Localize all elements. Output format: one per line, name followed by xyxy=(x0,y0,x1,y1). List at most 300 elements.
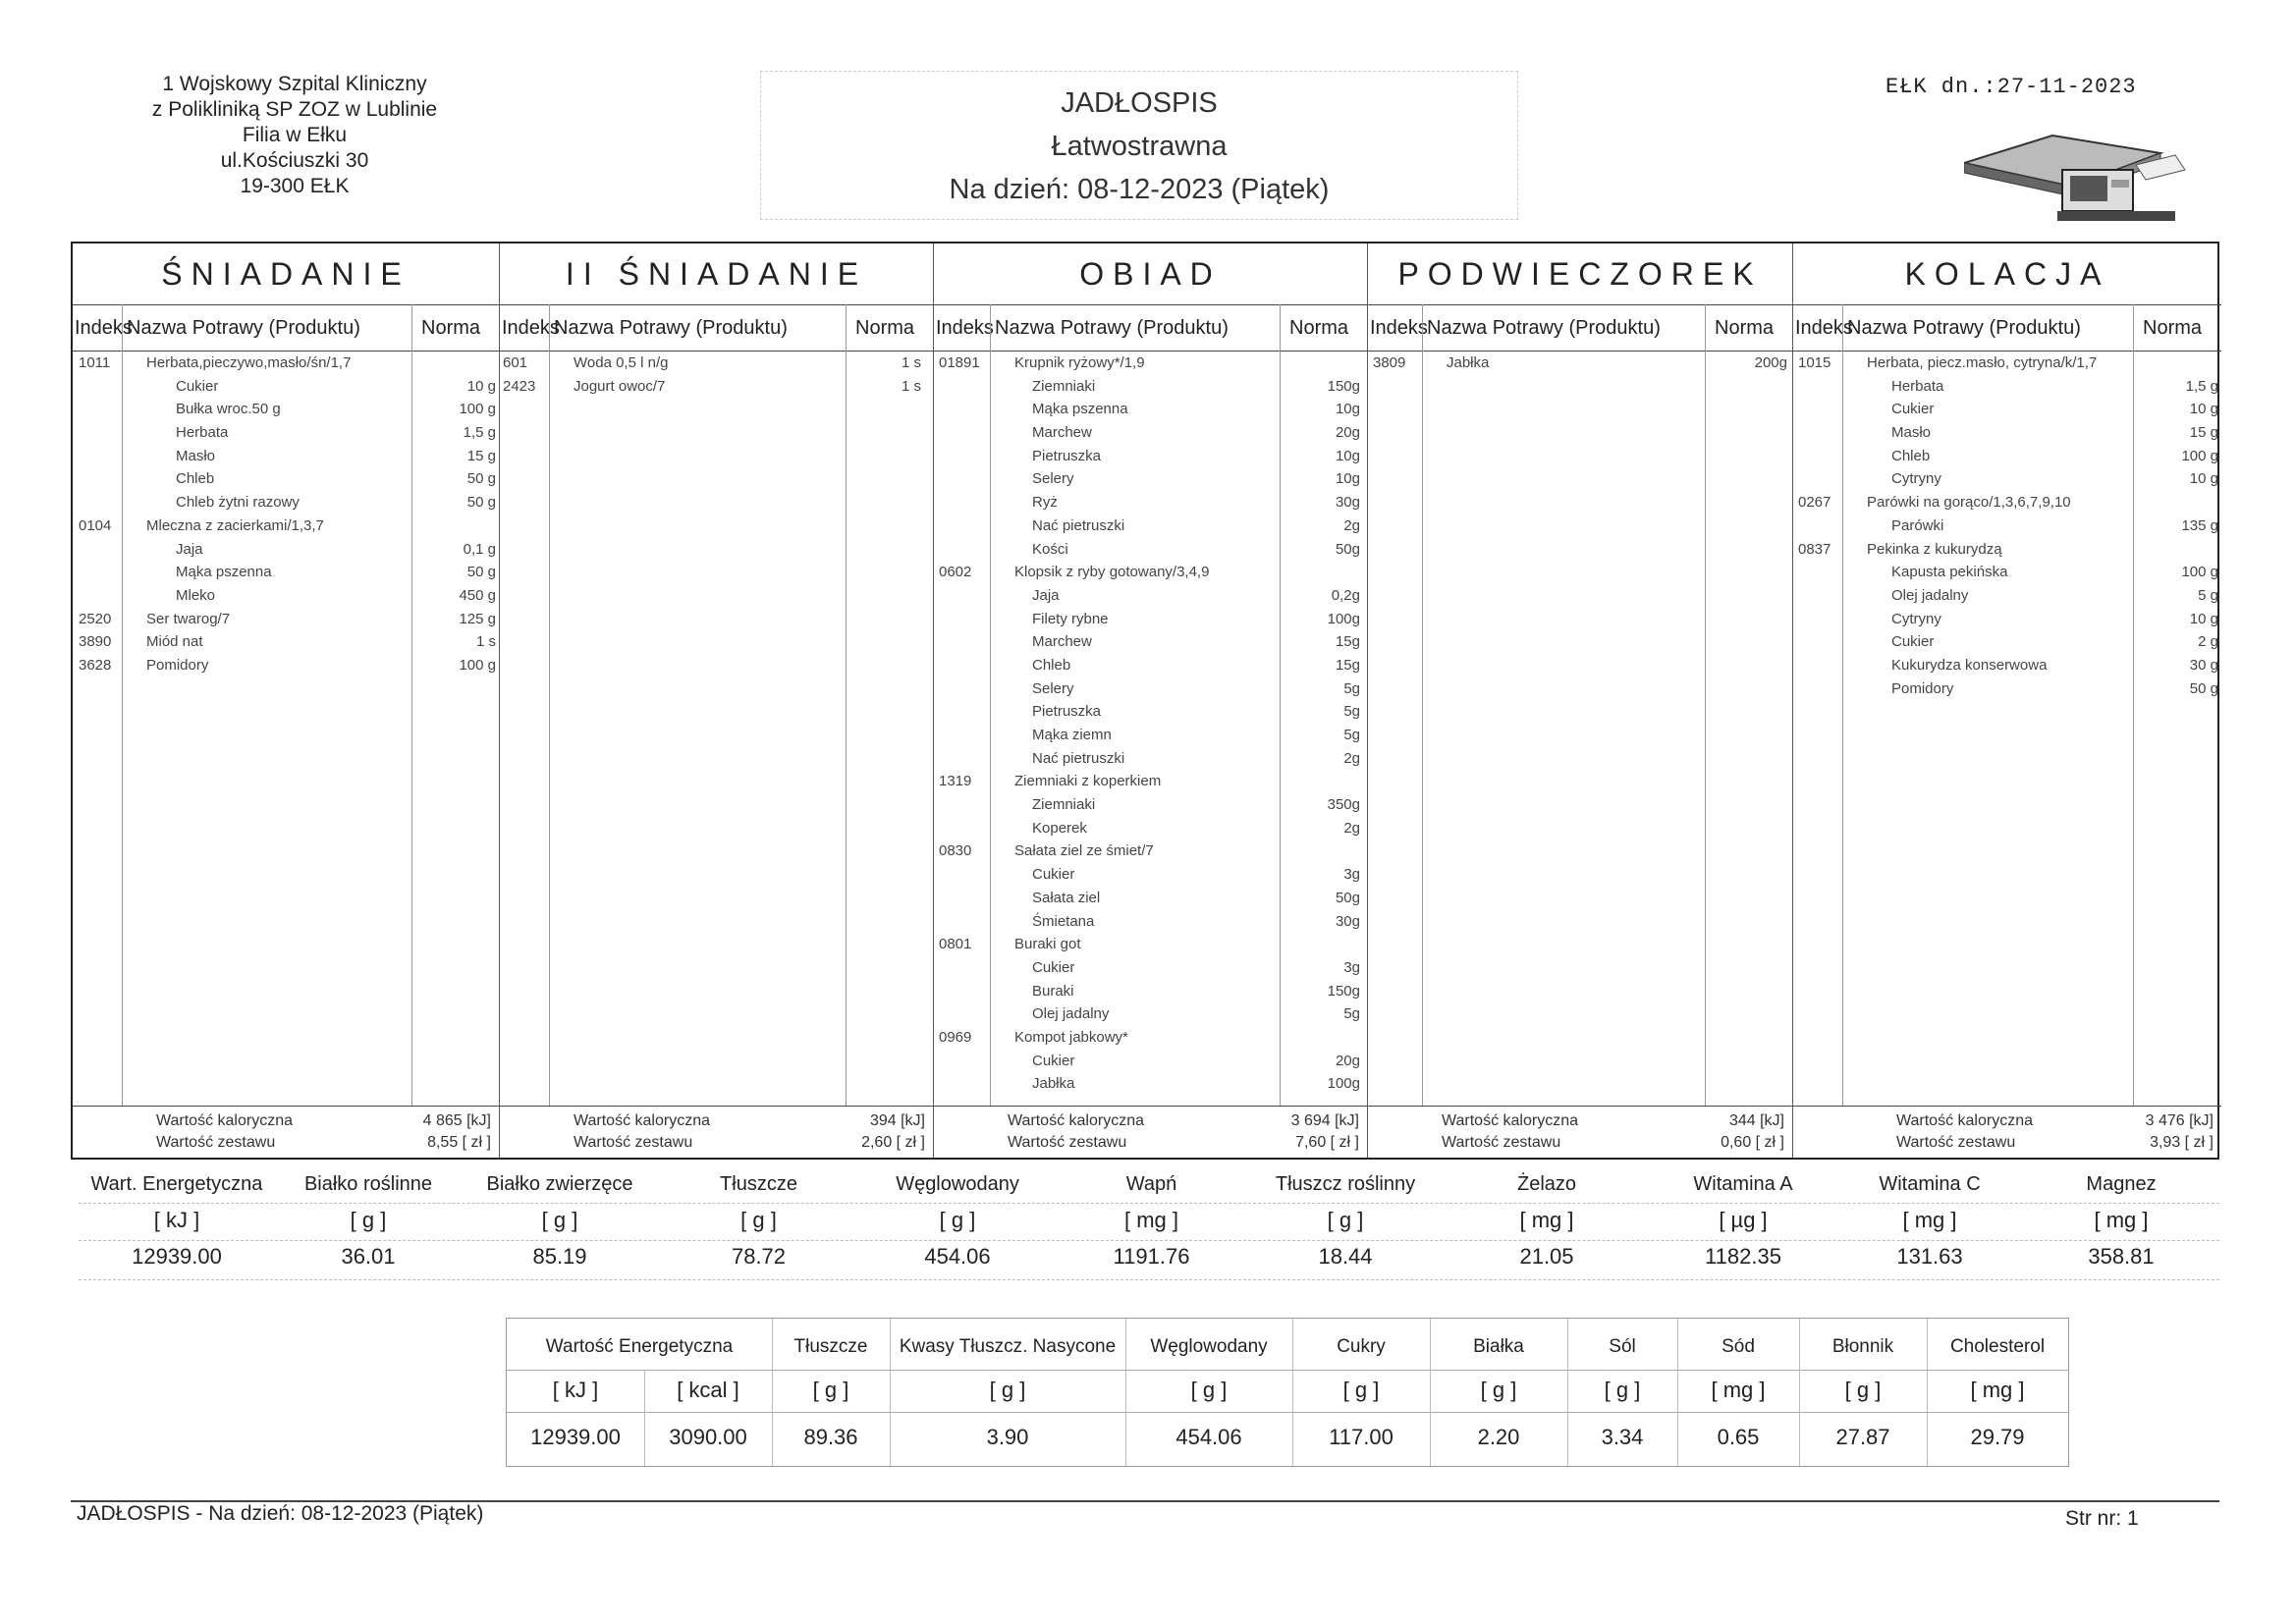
list-item xyxy=(934,514,1367,538)
list-item xyxy=(934,1072,1367,1096)
item-name: Olej jadalny xyxy=(1032,1005,1110,1023)
list-item xyxy=(934,491,1367,514)
item-name: Sałata ziel ze śmiet/7 xyxy=(1014,842,1154,860)
list-item xyxy=(934,352,1367,375)
summary-unit: [ g ] xyxy=(812,1378,849,1402)
item-name: Ziemniaki xyxy=(1032,377,1096,395)
meal-items xyxy=(73,352,499,677)
item-name: Miód nat xyxy=(146,633,203,651)
nutrient-unit: [ mg ] xyxy=(1123,1208,1178,1232)
item-quantity: 50 g xyxy=(466,564,496,581)
meal-summary xyxy=(73,1106,499,1158)
item-name: Woda 0,5 l n/g xyxy=(574,354,669,371)
nutrient-label: Tłuszcze xyxy=(720,1173,797,1195)
diet-name: Łatwostrawna xyxy=(1051,131,1228,162)
item-quantity: 100 g xyxy=(2181,447,2218,464)
item-name: Koperek xyxy=(1032,819,1087,837)
column-header-row xyxy=(1368,304,1792,352)
meal-name: PODWIECZOREK xyxy=(1397,256,1763,292)
kal-value: 4 865 [kJ] xyxy=(422,1112,491,1129)
list-item xyxy=(934,608,1367,631)
summary-label: Cukry xyxy=(1337,1336,1386,1357)
meal-items xyxy=(934,352,1367,1096)
list-item xyxy=(1793,514,2221,538)
item-quantity: 15g xyxy=(1335,656,1360,674)
item-quantity: 2g xyxy=(1343,819,1360,837)
list-item xyxy=(934,956,1367,980)
item-quantity: 2g xyxy=(1343,749,1360,767)
list-item xyxy=(500,375,933,399)
item-name: Filety rybne xyxy=(1032,610,1109,627)
item-name: Marchew xyxy=(1032,633,1092,651)
meal-summary xyxy=(934,1106,1367,1158)
item-name: Buraki got xyxy=(1014,936,1081,953)
summary-label: Sód xyxy=(1722,1336,1755,1357)
nutrient-value: 18.44 xyxy=(1318,1244,1373,1269)
item-name: Ryż xyxy=(1032,494,1058,512)
item-name: Kapusta pekińska xyxy=(1891,564,2008,581)
zest-label: Wartość zestawu xyxy=(1008,1134,1127,1151)
item-index: 0602 xyxy=(939,564,972,581)
nutrient-unit: [ µg ] xyxy=(1719,1208,1768,1232)
list-item xyxy=(1793,654,2221,677)
item-quantity: 3g xyxy=(1343,866,1360,884)
kal-value: 394 [kJ] xyxy=(869,1112,925,1129)
meal-column xyxy=(1793,243,2221,1158)
item-quantity: 5g xyxy=(1343,703,1360,721)
item-name: Chleb żytni razowy xyxy=(176,494,300,512)
nutrient-value: 131.63 xyxy=(1896,1244,1963,1269)
book-computer-icon xyxy=(1964,126,2190,224)
list-item xyxy=(934,398,1367,421)
summary-value: 0.65 xyxy=(1717,1425,1760,1449)
item-name: Masło xyxy=(176,447,216,464)
zest-label: Wartość zestawu xyxy=(574,1134,693,1151)
item-name: Marchew xyxy=(1032,424,1092,442)
item-quantity: 150g xyxy=(1327,982,1360,1000)
item-name: Sałata ziel xyxy=(1032,889,1101,906)
item-quantity: 1 s xyxy=(901,354,921,371)
nutrient-value: 36.01 xyxy=(341,1244,396,1269)
list-item xyxy=(934,700,1367,724)
item-name: Masło xyxy=(1891,424,1932,442)
title-box xyxy=(760,71,1518,220)
item-quantity: 5 g xyxy=(2198,586,2218,604)
item-name: Parówki xyxy=(1891,516,1944,534)
meal-items xyxy=(1368,352,1792,375)
item-name: Pietruszka xyxy=(1032,703,1102,721)
summary-label: Tłuszcze xyxy=(793,1336,868,1357)
summary-label: Cholesterol xyxy=(1949,1336,2046,1357)
header-indeks: Indeks xyxy=(502,317,560,339)
item-quantity: 15 g xyxy=(466,447,496,464)
item-name: Mleczna z zacierkami/1,3,7 xyxy=(146,516,324,534)
nutrient-value: 1191.76 xyxy=(1113,1244,1190,1269)
item-index: 1015 xyxy=(1798,354,1831,371)
summary-value: 454.06 xyxy=(1175,1425,1242,1449)
item-quantity: 135 g xyxy=(2181,516,2218,534)
summary-unit: [ g ] xyxy=(1190,1378,1228,1402)
item-name: Herbata xyxy=(176,424,229,442)
zest-value: 2,60 [ zł ] xyxy=(861,1134,925,1151)
nutrient-value: 85.19 xyxy=(532,1244,587,1269)
item-quantity: 150g xyxy=(1327,377,1360,395)
item-name: Bułka wroc.50 g xyxy=(176,401,281,418)
header-nazwa: Nazwa Potrawy (Produktu) xyxy=(995,317,1229,339)
item-name: Mleko xyxy=(176,586,216,604)
item-index: 601 xyxy=(503,354,528,371)
summary-unit: [ kJ ] xyxy=(552,1378,599,1402)
summary-unit: [ mg ] xyxy=(1970,1378,2025,1402)
energy-label: Wartość Energetyczna xyxy=(545,1336,734,1357)
list-item xyxy=(1793,630,2221,654)
nutrient-unit: [ mg ] xyxy=(2094,1208,2149,1232)
list-item xyxy=(1793,538,2221,562)
item-quantity: 50g xyxy=(1335,889,1360,906)
header-nazwa: Nazwa Potrawy (Produktu) xyxy=(1427,317,1661,339)
item-quantity: 10 g xyxy=(466,377,496,395)
list-item xyxy=(934,724,1367,747)
item-quantity: 2g xyxy=(1343,516,1360,534)
header-nazwa: Nazwa Potrawy (Produktu) xyxy=(1847,317,2081,339)
item-name: Kości xyxy=(1032,540,1068,558)
list-item xyxy=(73,352,499,375)
kal-value: 3 476 [kJ] xyxy=(2145,1112,2214,1129)
nutrient-unit: [ mg ] xyxy=(1902,1208,1957,1232)
meal-column xyxy=(500,243,934,1158)
header-nazwa: Nazwa Potrawy (Produktu) xyxy=(127,317,360,339)
list-item xyxy=(73,608,499,631)
nutrient-label: Węglowodany xyxy=(896,1173,1019,1195)
item-quantity: 10g xyxy=(1335,470,1360,488)
item-name: Cytryny xyxy=(1891,470,1941,488)
item-quantity: 20g xyxy=(1335,424,1360,442)
item-quantity: 0,1 g xyxy=(463,540,496,558)
item-quantity: 3g xyxy=(1343,958,1360,976)
list-item xyxy=(934,887,1367,910)
summary-label: Białka xyxy=(1473,1336,1524,1357)
item-name: Ziemniaki xyxy=(1032,796,1096,814)
item-quantity: 1 s xyxy=(901,377,921,395)
item-name: Mąka pszenna xyxy=(176,564,272,581)
nutrient-label: Magnez xyxy=(2086,1173,2157,1195)
kal-value: 344 [kJ] xyxy=(1728,1112,1784,1129)
item-index: 2423 xyxy=(503,377,536,395)
item-quantity: 5g xyxy=(1343,679,1360,697)
list-item xyxy=(934,375,1367,399)
kal-label: Wartość kaloryczna xyxy=(1008,1112,1144,1129)
nutrient-value: 358.81 xyxy=(2088,1244,2155,1269)
item-index: 01891 xyxy=(939,354,980,371)
summary-value: 2.20 xyxy=(1477,1425,1520,1449)
item-index: 1319 xyxy=(939,773,972,790)
list-item xyxy=(934,561,1367,584)
list-item xyxy=(934,1002,1367,1026)
item-name: Nać pietruszki xyxy=(1032,516,1125,534)
item-name: Chleb xyxy=(1891,447,1931,464)
zest-value: 3,93 [ zł ] xyxy=(2150,1134,2214,1151)
kal-label: Wartość kaloryczna xyxy=(574,1112,710,1129)
item-quantity: 1,5 g xyxy=(463,424,496,442)
list-item xyxy=(1793,584,2221,608)
meal-name: KOLACJA xyxy=(1904,256,2110,292)
kal-label: Wartość kaloryczna xyxy=(1442,1112,1578,1129)
item-name: Jogurt owoc/7 xyxy=(574,377,666,395)
item-quantity: 450 g xyxy=(459,586,496,604)
nutrient-unit: [ g ] xyxy=(541,1208,578,1232)
item-name: Śmietana xyxy=(1032,912,1095,930)
column-header-row xyxy=(500,304,933,352)
item-quantity: 30g xyxy=(1335,494,1360,512)
summary-value: 3.34 xyxy=(1601,1425,1644,1449)
meal-column xyxy=(1368,243,1793,1158)
list-item xyxy=(73,630,499,654)
item-index: 3890 xyxy=(79,633,112,651)
column-header-row xyxy=(1793,304,2221,352)
list-item xyxy=(934,747,1367,771)
list-item xyxy=(73,421,499,445)
column-header-row xyxy=(934,304,1367,352)
list-item xyxy=(73,561,499,584)
list-item xyxy=(934,933,1367,956)
item-name: Mąka ziemn xyxy=(1032,727,1112,743)
list-item xyxy=(934,421,1367,445)
summary-value: 12939.00 xyxy=(530,1425,621,1449)
list-item xyxy=(73,491,499,514)
summary-unit: [ g ] xyxy=(1342,1378,1380,1402)
nutrient-unit: [ mg ] xyxy=(1519,1208,1574,1232)
item-name: Klopsik z ryby gotowany/3,4,9 xyxy=(1014,564,1210,581)
list-item xyxy=(934,467,1367,491)
meal-summary xyxy=(1793,1106,2221,1158)
item-quantity: 5g xyxy=(1343,727,1360,743)
item-name: Mąka pszenna xyxy=(1032,401,1128,418)
menu-date: Na dzień: 08-12-2023 (Piątek) xyxy=(949,174,1330,205)
list-item xyxy=(934,584,1367,608)
item-index: 0830 xyxy=(939,842,972,860)
list-item xyxy=(1793,491,2221,514)
item-name: Kukurydza konserwowa xyxy=(1891,656,2048,674)
list-item xyxy=(73,584,499,608)
nutrient-unit: [ g ] xyxy=(350,1208,387,1232)
item-quantity: 50 g xyxy=(466,494,496,512)
summary-value: 3.90 xyxy=(986,1425,1029,1449)
list-item xyxy=(934,817,1367,840)
list-item xyxy=(1793,375,2221,399)
item-index: 0104 xyxy=(79,516,112,534)
meal-items xyxy=(1793,352,2221,700)
page-number: Str nr: 1 xyxy=(2065,1507,2139,1530)
item-name: Jaja xyxy=(176,540,203,558)
meal-name: ŚNIADANIE xyxy=(161,256,410,292)
list-item xyxy=(934,980,1367,1003)
item-quantity: 100 g xyxy=(459,656,496,674)
list-item xyxy=(1793,352,2221,375)
item-name: Herbata xyxy=(1891,377,1944,395)
item-name: Pietruszka xyxy=(1032,447,1102,464)
nutrient-unit: [ g ] xyxy=(939,1208,976,1232)
item-quantity: 100g xyxy=(1327,610,1360,627)
item-name: Kompot jabkowy* xyxy=(1014,1028,1128,1046)
summary-label: Sól xyxy=(1609,1336,1636,1357)
header-norma: Norma xyxy=(421,317,481,339)
list-item xyxy=(934,1050,1367,1073)
item-name: Parówki na gorąco/1,3,6,7,9,10 xyxy=(1867,494,2071,512)
zest-label: Wartość zestawu xyxy=(156,1134,276,1151)
nutrient-value: 78.72 xyxy=(731,1244,787,1269)
zest-value: 0,60 [ zł ] xyxy=(1721,1134,1784,1151)
item-name: Cukier xyxy=(1032,958,1075,976)
footer-title: JADŁOSPIS - Na dzień: 08-12-2023 (Piątek) xyxy=(77,1502,484,1525)
summary-unit: [ g ] xyxy=(1480,1378,1517,1402)
summary-label: Kwasy Tłuszcz. Nasycone xyxy=(899,1336,1117,1357)
summary-unit: [ kcal ] xyxy=(677,1378,739,1402)
item-name: Pekinka z kukurydzą xyxy=(1867,540,2002,558)
item-name: Chleb xyxy=(176,470,215,488)
column-divider xyxy=(1705,304,1706,1107)
header-norma: Norma xyxy=(1289,317,1349,339)
item-name: Pomidory xyxy=(1891,679,1954,697)
item-quantity: 50 g xyxy=(466,470,496,488)
item-quantity: 30 g xyxy=(2189,656,2218,674)
nutrient-value: 1182.35 xyxy=(1705,1244,1781,1269)
meal-items xyxy=(500,352,933,398)
list-item xyxy=(934,1026,1367,1050)
item-quantity: 100 g xyxy=(459,401,496,418)
hospital-line-4: ul.Kościuszki 30 xyxy=(220,149,369,172)
item-quantity: 0,2g xyxy=(1331,586,1360,604)
summary-value: 89.36 xyxy=(803,1425,858,1449)
item-quantity: 125 g xyxy=(459,610,496,627)
item-name: Cukier xyxy=(176,377,219,395)
list-item xyxy=(1793,561,2221,584)
item-quantity: 20g xyxy=(1335,1052,1360,1069)
list-item xyxy=(934,910,1367,934)
item-name: Cukier xyxy=(1032,1052,1075,1069)
list-item xyxy=(934,654,1367,677)
item-name: Olej jadalny xyxy=(1891,586,1969,604)
item-quantity: 5g xyxy=(1343,1005,1360,1023)
zest-value: 8,55 [ zł ] xyxy=(427,1134,491,1151)
meal-summary xyxy=(500,1106,933,1158)
item-quantity: 50 g xyxy=(2189,679,2218,697)
list-item xyxy=(934,863,1367,887)
item-index: 0267 xyxy=(1798,494,1831,512)
item-name: Jabłka xyxy=(1032,1075,1075,1093)
nutrient-label: Wapń xyxy=(1125,1173,1177,1195)
item-quantity: 10 g xyxy=(2189,470,2218,488)
kal-label: Wartość kaloryczna xyxy=(1896,1112,2033,1129)
nutrient-value: 12939.00 xyxy=(132,1244,222,1269)
list-item xyxy=(1793,421,2221,445)
list-item xyxy=(934,538,1367,562)
nutrient-label: Wart. Energetyczna xyxy=(90,1173,263,1195)
item-name: Herbata,pieczywo,masło/śn/1,7 xyxy=(146,354,352,371)
item-name: Cukier xyxy=(1891,633,1935,651)
nutrition-summary xyxy=(79,1165,2219,1293)
item-quantity: 10 g xyxy=(2189,401,2218,418)
header-indeks: Indeks xyxy=(936,317,994,339)
hospital-address xyxy=(118,72,471,199)
header-norma: Norma xyxy=(855,317,915,339)
nutrient-value: 454.06 xyxy=(924,1244,991,1269)
list-item xyxy=(1793,608,2221,631)
nutrient-label: Białko roślinne xyxy=(303,1173,433,1195)
list-item xyxy=(1368,352,1792,375)
summary-unit: [ g ] xyxy=(1604,1378,1641,1402)
list-item xyxy=(934,445,1367,468)
nutrition-table xyxy=(506,1318,2069,1467)
item-quantity: 350g xyxy=(1327,796,1360,814)
item-name: Cytryny xyxy=(1891,610,1941,627)
summary-label: Węglowodany xyxy=(1150,1336,1268,1357)
summary-label: Błonnik xyxy=(1831,1336,1894,1357)
summary-unit: [ g ] xyxy=(989,1378,1026,1402)
list-item xyxy=(73,445,499,468)
nutrient-label: Żelazo xyxy=(1516,1173,1577,1195)
list-item xyxy=(934,770,1367,793)
item-name: Cukier xyxy=(1032,866,1075,884)
page-title: JADŁOSPIS xyxy=(1061,87,1218,119)
list-item xyxy=(934,839,1367,863)
item-index: 0837 xyxy=(1798,540,1831,558)
zest-label: Wartość zestawu xyxy=(1442,1134,1561,1151)
item-quantity: 2 g xyxy=(2198,633,2218,651)
item-index: 0801 xyxy=(939,936,972,953)
item-name: Nać pietruszki xyxy=(1032,749,1125,767)
nutrient-value: 21.05 xyxy=(1519,1244,1574,1269)
header-indeks: Indeks xyxy=(75,317,133,339)
item-name: Selery xyxy=(1032,470,1074,488)
list-item xyxy=(934,630,1367,654)
item-quantity: 100 g xyxy=(2181,564,2218,581)
item-name: Herbata, piecz.masło, cytryna/k/1,7 xyxy=(1867,354,2098,371)
list-item xyxy=(1793,398,2221,421)
summary-value: 27.87 xyxy=(1835,1425,1890,1449)
list-item xyxy=(73,514,499,538)
nutrient-unit: [ kJ ] xyxy=(153,1208,200,1232)
item-name: Cukier xyxy=(1891,401,1935,418)
header-indeks: Indeks xyxy=(1370,317,1428,339)
nutrient-label: Witamina A xyxy=(1693,1173,1793,1195)
nutrient-label: Witamina C xyxy=(1879,1173,1981,1195)
list-item xyxy=(934,677,1367,701)
issue-date: EŁK dn.:27-11-2023 xyxy=(1886,75,2137,99)
item-quantity: 50g xyxy=(1335,540,1360,558)
item-quantity: 15 g xyxy=(2189,424,2218,442)
item-index: 3809 xyxy=(1373,354,1406,371)
item-quantity: 200g xyxy=(1754,354,1787,371)
item-quantity: 15g xyxy=(1335,633,1360,651)
nutrient-unit: [ g ] xyxy=(1327,1208,1364,1232)
item-quantity: 10g xyxy=(1335,447,1360,464)
item-name: Pomidory xyxy=(146,656,209,674)
nutrient-label: Tłuszcz roślinny xyxy=(1275,1173,1416,1195)
list-item xyxy=(1793,445,2221,468)
header-norma: Norma xyxy=(1715,317,1775,339)
item-quantity: 1,5 g xyxy=(2185,377,2218,395)
menu-table xyxy=(71,242,2219,1160)
item-name: Chleb xyxy=(1032,656,1071,674)
item-quantity: 10 g xyxy=(2189,610,2218,627)
item-name: Jabłka xyxy=(1447,354,1490,371)
list-item xyxy=(73,375,499,399)
item-index: 3628 xyxy=(79,656,112,674)
summary-unit: [ mg ] xyxy=(1711,1378,1766,1402)
hospital-line-1: 1 Wojskowy Szpital Kliniczny xyxy=(162,73,427,95)
nutrient-unit: [ g ] xyxy=(740,1208,777,1232)
meal-name: OBIAD xyxy=(1079,256,1222,292)
